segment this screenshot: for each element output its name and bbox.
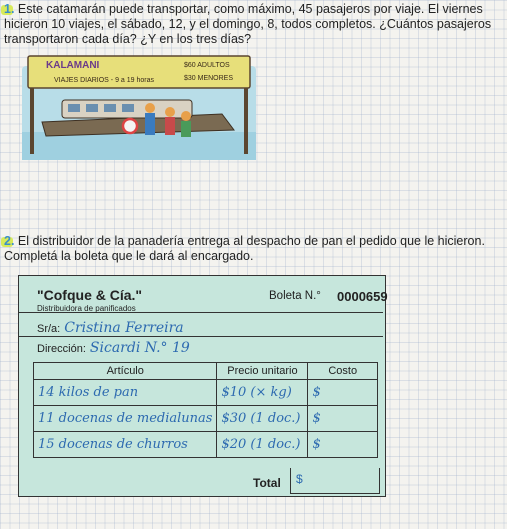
client-value[interactable]: Cristina Ferreira — [64, 320, 184, 336]
lifebuoy-icon — [123, 119, 137, 133]
exercise-number: 1. — [4, 2, 15, 16]
address-label: Dirección: — [37, 343, 86, 355]
company-subtitle: Distribuidora de panificados — [37, 304, 136, 313]
cost-cell[interactable]: $ — [308, 406, 378, 432]
receipt-number-label: Boleta N.° — [269, 290, 321, 302]
client-label: Sr/a: — [37, 323, 61, 335]
article-cell[interactable]: 14 kilos de pan — [34, 380, 217, 406]
price-cell[interactable]: $30 (1 doc.) — [217, 406, 308, 432]
cost-cell[interactable]: $ — [308, 432, 378, 458]
table-row — [34, 380, 378, 406]
exercise-text: Este catamarán puede transportar, como máximo, 45 pasajeros por viaje. El viernes hicieron 10 viajes, el sábado, 12, y el domingo, 8, todos completos. ¿Cuántos pasajeros transportaron cada día? ¿Y en los tres días? — [4, 2, 492, 46]
column-header-cost: Costo — [308, 363, 378, 380]
total-value: $ — [296, 472, 303, 486]
article-cell[interactable]: 15 docenas de churros — [34, 432, 217, 458]
total-field[interactable] — [290, 468, 380, 494]
divider — [19, 336, 383, 337]
sign-brand: KALAMANI — [46, 60, 100, 71]
exercise-number: 2. — [4, 234, 15, 248]
order-table — [33, 362, 378, 458]
address-value[interactable]: Sicardi N.° 19 — [89, 340, 190, 356]
exercise-1 — [4, 2, 502, 47]
table-row — [34, 432, 378, 458]
catamaran-illustration — [22, 52, 256, 160]
exercise-2 — [4, 234, 502, 264]
sign-schedule: VIAJES DIARIOS - 9 a 19 horas — [54, 77, 154, 84]
sign-price-adults: $60 ADULTOS — [184, 62, 230, 69]
company-name: "Cofque & Cía." — [37, 287, 143, 303]
receipt-header — [19, 276, 388, 313]
column-header-article: Artículo — [34, 363, 217, 380]
price-cell[interactable]: $10 (× kg) — [217, 380, 308, 406]
exercise-text: El distribuidor de la panadería entrega al despacho de pan el pedido que le hicieron. Completá la boleta que le dará al encargado. — [4, 234, 485, 263]
total-label: Total — [253, 476, 281, 490]
column-header-unit-price: Precio unitario — [217, 363, 308, 380]
cost-cell[interactable]: $ — [308, 380, 378, 406]
article-cell[interactable]: 11 docenas de medialunas — [34, 406, 217, 432]
sign-price-minors: $30 MENORES — [184, 75, 234, 82]
price-cell[interactable]: $20 (1 doc.) — [217, 432, 308, 458]
table-row — [34, 406, 378, 432]
client-field — [37, 320, 184, 336]
receipt-form — [18, 275, 386, 497]
table-header-row — [34, 363, 378, 380]
address-field — [37, 340, 190, 356]
receipt-number-value: 0000659 — [337, 289, 388, 304]
